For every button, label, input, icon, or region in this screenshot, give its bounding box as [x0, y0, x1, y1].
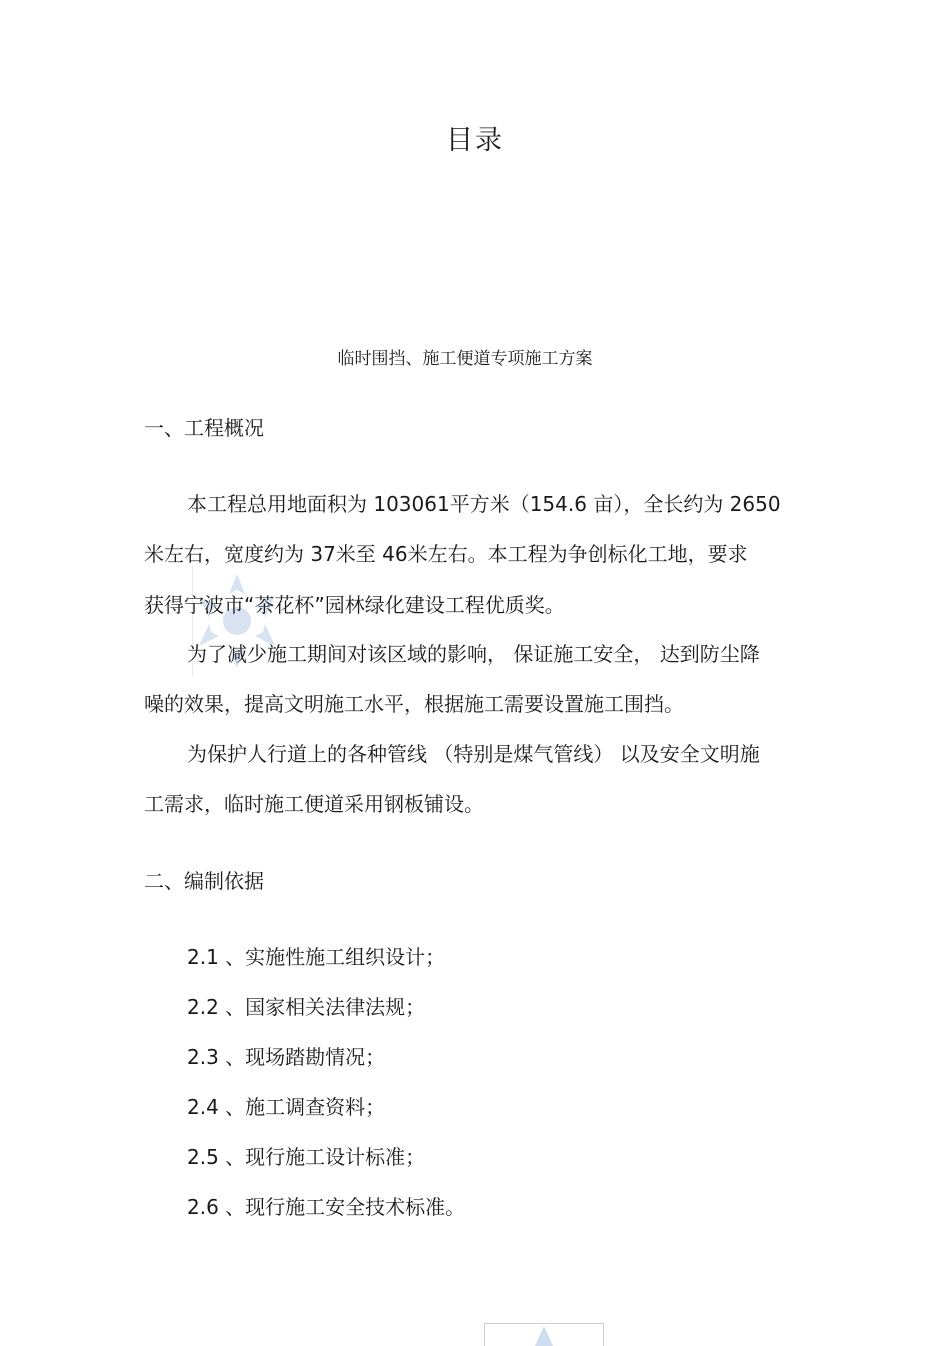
section-heading-basis: 二、编制依据: [144, 869, 264, 893]
paragraph-line: 米左右，宽度约为 37米至 46米左右。本工程为争创标化工地，要求: [144, 542, 748, 566]
list-item: 2.2 、国家相关法律法规；: [187, 995, 426, 1019]
document-subtitle: 临时围挡、施工便道专项施工方案: [337, 349, 593, 369]
list-item: 2.3 、现场踏勘情况；: [187, 1045, 386, 1069]
paragraph-line: 噪的效果，提高文明施工水平，根据施工需要设置施工围挡。: [144, 692, 684, 716]
paragraph-line: 工需求，临时施工便道采用钢板铺设。: [144, 792, 484, 816]
watermark-footer: [484, 1323, 604, 1346]
list-item: 2.4 、施工调查资料；: [187, 1095, 386, 1119]
page-title: 目录: [446, 125, 504, 156]
paragraph-line: 本工程总用地面积为 103061平方米（154.6 亩），全长约为 2650: [187, 492, 781, 516]
list-item: 2.1 、实施性施工组织设计；: [187, 945, 446, 969]
list-item: 2.6 、现行施工安全技术标准。: [187, 1195, 466, 1219]
paragraph-line: 获得宁波市“茶花杯”园林绿化建设工程优质奖。: [144, 593, 565, 617]
section-heading-overview: 一、工程概况: [144, 416, 264, 440]
paragraph-line: 为了减少施工期间对该区域的影响， 保证施工安全， 达到防尘降: [187, 642, 760, 666]
snowflake-footer-icon: [485, 1324, 603, 1346]
list-item: 2.5 、现行施工设计标准；: [187, 1145, 426, 1169]
paragraph-line: 为保护人行道上的各种管线 （特别是煤气管线） 以及安全文明施: [187, 742, 760, 766]
